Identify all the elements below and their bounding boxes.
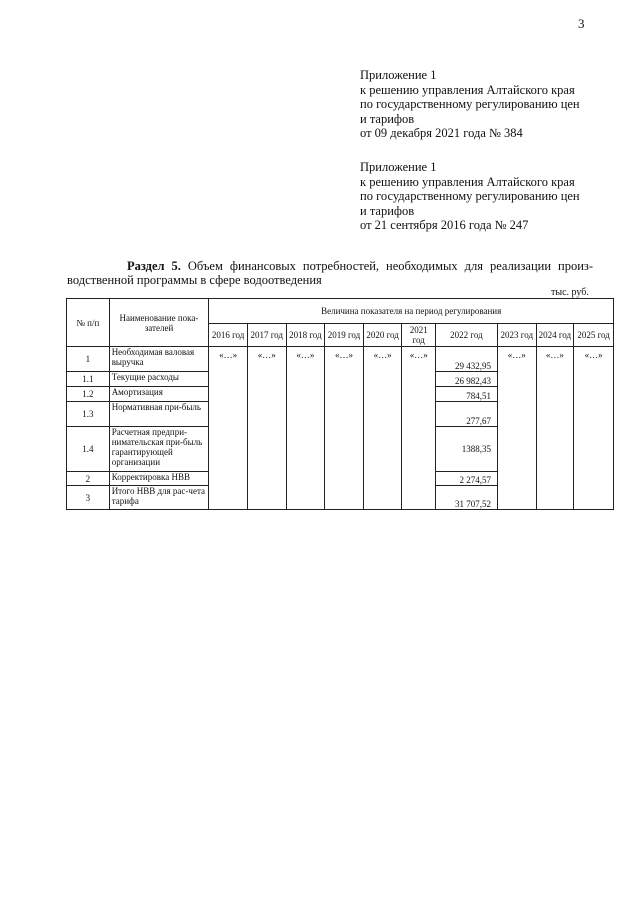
section-label: Раздел 5.	[127, 259, 181, 273]
row-num: 3	[67, 486, 110, 510]
table-row	[67, 402, 614, 427]
row-name: Текущие расходы	[109, 372, 209, 387]
placeholder-cell: «…»	[497, 347, 536, 372]
financial-table	[66, 298, 614, 510]
value-2022: 2 274,57	[435, 472, 497, 486]
year-header: 2017 год	[247, 324, 286, 347]
placeholder-cell: «…»	[536, 347, 574, 372]
value-2022: 31 707,52	[435, 486, 497, 510]
year-header: 2020 год	[363, 324, 402, 347]
value-2022: 29 432,95	[435, 347, 497, 372]
annex-line: Приложение 1	[360, 68, 437, 82]
annex-line: по государственному регулированию цен	[360, 97, 580, 112]
row-num: 1.2	[67, 387, 110, 402]
annex-header-original	[360, 160, 580, 233]
row-num: 1.1	[67, 372, 110, 387]
value-2022: 784,51	[435, 387, 497, 402]
table-row	[67, 372, 614, 387]
table-row	[67, 387, 614, 402]
row-name: Итого НВВ для рас-чета тарифа	[109, 486, 209, 510]
placeholder-cell: «…»	[574, 347, 614, 372]
table-row	[67, 427, 614, 472]
annex-line: от 21 сентября 2016 года № 247	[360, 218, 529, 233]
year-header: 2023 год	[497, 324, 536, 347]
row-name: Расчетная предпри-нимательская при-быль гарантирующей организации	[109, 427, 209, 472]
value-2022: 26 982,43	[435, 372, 497, 387]
annex-line: и тарифов	[360, 203, 415, 218]
placeholder-cell: «…»	[209, 347, 248, 372]
page-number: 3	[578, 16, 585, 31]
annex-line: к решению управления Алтайского края	[360, 82, 575, 97]
annex-line: и тарифов	[360, 111, 415, 126]
col-header-period: Величина показателя на период регулирования	[209, 299, 614, 324]
section-title-line1: Объем финансовых потребностей, необходимых для реализации произ-	[187, 259, 593, 273]
row-num: 2	[67, 472, 110, 486]
table-row	[67, 347, 614, 372]
row-num: 1.4	[67, 427, 110, 472]
annex-line: по государственному регулированию цен	[360, 189, 580, 204]
year-header: 2022 год	[435, 324, 497, 347]
row-name: Амортизация	[109, 387, 209, 402]
year-header: 2019 год	[325, 324, 364, 347]
year-header: 2021 год	[402, 324, 436, 347]
placeholder-cell: «…»	[402, 347, 436, 372]
col-header-num: № п/п	[67, 299, 110, 347]
table-row	[67, 472, 614, 486]
annex-header-current	[360, 68, 580, 141]
value-2022: 277,67	[435, 402, 497, 427]
row-name: Нормативная при-быль	[109, 402, 209, 427]
section-title-line2: водственной программы в сфере водоотведения	[67, 273, 322, 287]
annex-line: Приложение 1	[360, 160, 437, 174]
col-header-name: Наименование пока-зателей	[109, 299, 209, 347]
placeholder-cell: «…»	[247, 347, 286, 372]
row-num: 1.3	[67, 402, 110, 427]
annex-line: к решению управления Алтайского края	[360, 174, 575, 189]
row-name: Корректировка НВВ	[109, 472, 209, 486]
section-title	[67, 259, 593, 287]
annex-line: от 09 декабря 2021 года № 384	[360, 126, 523, 141]
placeholder-cell: «…»	[363, 347, 402, 372]
placeholder-cell: «…»	[286, 347, 325, 372]
year-header: 2024 год	[536, 324, 574, 347]
year-header: 2018 год	[286, 324, 325, 347]
table-row	[67, 486, 614, 510]
row-name: Необходимая валовая выручка	[109, 347, 209, 372]
placeholder-cell: «…»	[325, 347, 364, 372]
year-header: 2025 год	[574, 324, 614, 347]
value-2022: 1388,35	[435, 427, 497, 472]
year-header: 2016 год	[209, 324, 248, 347]
units-label: тыс. руб.	[551, 287, 589, 298]
row-num: 1	[67, 347, 110, 372]
